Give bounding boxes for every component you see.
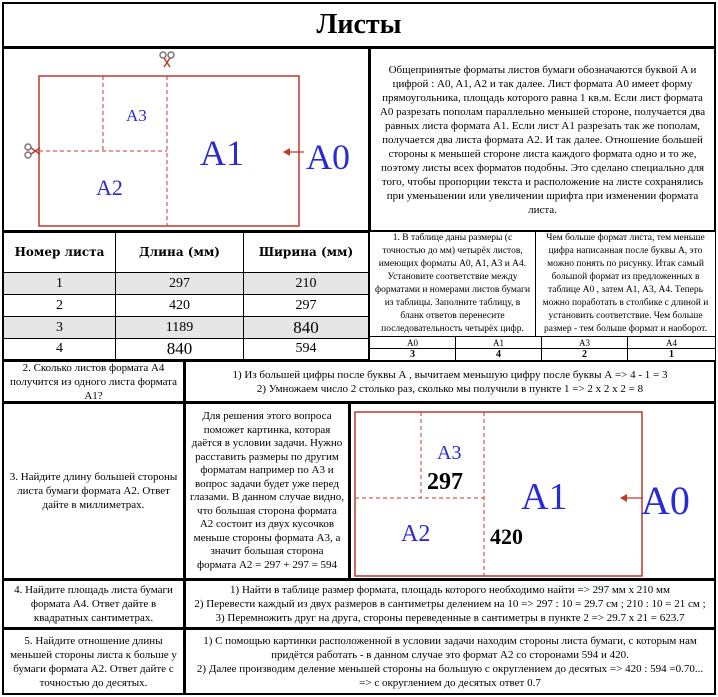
answer-number: 4 [456,349,542,360]
q2-answer-line1: 1) Из большей цифры после буквы А , вычитаем меньшую цифру после буквы А => 4 - 1 = 3 [232,368,668,381]
table-cell: 840 [244,317,368,339]
fig2-label-a2: A2 [401,521,431,547]
page-title: Листы [2,2,716,48]
answer-format: A0 [370,337,456,349]
table-cell: 3 [4,317,116,339]
dimensions-table [2,231,370,361]
label-a3: A3 [126,106,147,125]
q5-answer-line2: 2) Далее производим деление меньшей стороны на большую с округлением до десятых => 420 : 594 =0.70... => с округлением до десятых ответ 0.7 [196,662,704,689]
table-cell: 4 [4,339,116,359]
table-cell: 420 [116,295,244,317]
label-a0: A0 [306,137,350,177]
q3-figure [349,402,716,580]
table-cell: 1189 [116,317,244,339]
task1-text: 1. В таблице даны размеры (с точностью до мм) четырёх листов, имеющих форматы A0, A1, A3 и A4. Установите соответствие между форматами и номерами листов бумаги из таблицы. Заполните таблицу, в бланк ответов перенесите последовательность четырёх цифр. [369,231,536,337]
q3-question: 3. Найдите длину большей стороны листа бумаги формата А2. Ответ дайте в миллиметрах. [2,402,185,580]
q2-answer [184,360,716,403]
table-cell: 297 [116,273,244,295]
q3-hint: Для решения этого вопроса поможет картинка, которая даётся в условии задачи. Нужно расставить размеры по другим форматам например по А3 и вопрос задачи будет уже перед глазами. В данном случае видно, что большая сторона формата А2 состоит из двух кусочков меньше стороны формата А3, а значит большая сторона формата А2 = 297 + 297 = 594 [184,402,350,580]
fig2-label-a3: A3 [437,442,462,464]
header-sheet-number: Номер листа [4,233,116,273]
q4-answer [184,579,716,629]
fig2-label-a1: A1 [521,476,568,518]
intro-text [369,47,716,232]
q4-answer-line3: 3) Перемножить друг на друга, стороны переведенные в сантиметры в пункте 2 => 29.7 х 21 = 623.7 [215,612,685,624]
scissors-icon [25,144,40,158]
a2-dimensions-diagram [351,404,716,580]
q4-answer-line2: 2) Перевести каждый из двух размеров в сантиметры делением на 10 => 297 : 10 = 29.7 см ; 210 : 10 = 21 см ; [194,598,706,610]
q5-answer [184,628,716,695]
q4-question: 4. Найдите площадь листа бумаги формата А4. Ответ дайте в квадратных сантиметрах. [2,579,185,629]
table-cell: 210 [244,273,368,295]
table-cell: 1 [4,273,116,295]
q2-answer-line2: 2) Умножаем число 2 столько раз, сколько мы получили в пункте 1 => 2 х 2 х 2 = 8 [256,382,644,395]
q5-question: 5. Найдите отношение длины меньшей стороны листа к больше у бумаги формата А2. Ответ дайте с точностью до десятых. [2,628,185,695]
table-cell: 594 [295,341,317,356]
answer-format: A4 [628,337,715,349]
scissors-icon [160,52,174,67]
paper-formats-diagram [4,49,370,232]
header-length: Длина (мм) [116,233,244,273]
q5-answer-line1: 1) С помощью картинки расположенной в условии задачи находим стороны листа бумаги, с которым нам придётся работать - в данном случае это формат А2 со сторонами 594 и 420. [203,634,697,661]
task1-hint: Чем больше формат листа, тем меньше цифра написанная после буквы А, это можно понять по рисунку. Итак самый большой формат из предложенных в таблице А0 , затем А1, А3, А4. Теперь можно поработать в столбике с длиной и установить соответствие. Чем больше размер - тем больше формат и наоборот. [535,231,716,337]
figure-paper-formats [2,47,370,232]
label-a2: A2 [96,175,123,200]
fig2-dim-297: 297 [427,469,463,495]
fig2-dim-420: 420 [490,524,523,549]
intro-paragraph: Общепринятые форматы листов бумаги обозначаются буквой A и цифрой : A0, A1, A2 и так далее. Лист формата A0 имеет форму прямоугольника, площадь которого равна 1 кв.м. Если лист формата A0 разрезать пополам параллельно меньшей стороне, получается два равных листа формата A1. Если лист A1 разрезать так же пополам, получается два листа формата A2. И так далее. Отношение большей стороны к меньшей стороне листа каждого формата одно и то же, поэтому листы всех форматов подобны. Это сделано специально для того, чтобы пропорции текста и расположение на листе сохранялись при уменьшении или увеличении шрифта при изменении формата листа. [379,63,706,216]
table-cell: 840 [116,339,244,359]
answer-table [369,336,716,361]
fig2-label-a0: A0 [641,478,690,523]
answer-number: 3 [370,349,456,360]
table-cell: 2 [4,295,116,317]
answer-number: 1 [669,349,674,360]
q2-question: 2. Сколько листов формата А4 получится из одного листа формата А1? [2,360,185,403]
answer-format: A1 [456,337,542,349]
header-width: Ширина (мм) [244,233,368,273]
table-cell: 297 [244,295,368,317]
label-a1: A1 [200,133,244,173]
answer-format: A3 [542,337,628,349]
answer-number: 2 [542,349,628,360]
q4-answer-line1: 1) Найти в таблице размер формата, площадь которого необходимо найти => 297 мм х 210 мм [230,584,670,596]
